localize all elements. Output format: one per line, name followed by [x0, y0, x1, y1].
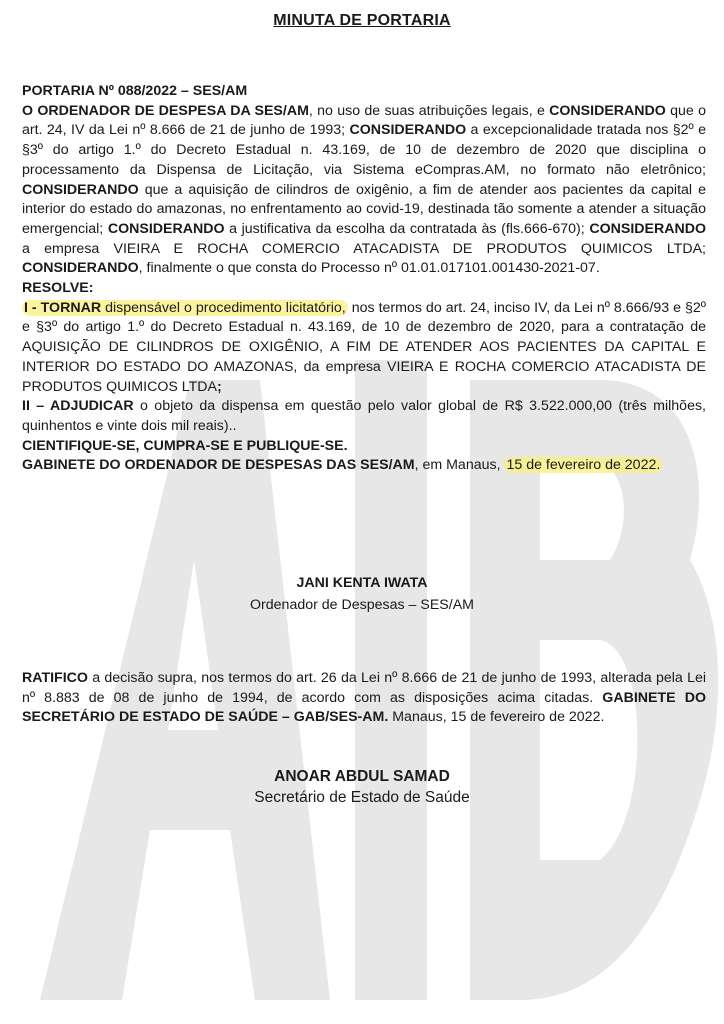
signatory-name: JANI KENTA IWATA — [296, 575, 428, 591]
item-one: I - TORNAR dispensável o procedimento licitatório, nos termos do art. 24, inciso IV, da Lei nº 8.666/93 e §2º e §3º do artigo 1.º do Decreto Estadual n. 43.169, de 10 de dezembro de 2020, para a contratação de AQUISIÇÃO DE CILINDROS DE OXIGÊNIO, A FIM DE ATENDER AOS PACIENTES DA CAPITAL E INTERIOR DO ESTADO DO AMAZONAS, da empresa VIEIRA E ROCHA COMERCIO ATACADISTA DE PRODUTOS QUIMICOS LTDA; — [22, 299, 706, 395]
document-title: MINUTA DE PORTARIA — [273, 12, 451, 29]
secretary-name: ANOAR ABDUL SAMAD — [274, 768, 450, 785]
cientifique-line: CIENTIFIQUE-SE, CUMPRA-SE E PUBLIQUE-SE. — [22, 437, 348, 454]
resolve-heading: RESOLVE: — [22, 280, 94, 297]
secretary-role: Secretário de Estado de Saúde — [254, 789, 470, 806]
signature-block-ordenador — [0, 572, 724, 616]
gabinete-line: GABINETE DO ORDENADOR DE DESPESAS DAS SES/AM, em Manaus, 15 de fevereiro de 2022. — [22, 457, 661, 474]
ratifico-paragraph: RATIFICO a decisão supra, nos termos do art. 26 da Lei nº 8.666 de 21 de junho de 1993, alterada pela Lei nº 8.883 de 08 de junho de 1994, de acordo com as disposições acima citadas. GABINETE DO SECRETÁRIO DE ESTADO DE SAÚDE – GAB/SES-AM. Manaus, 15 de fevereiro de 2022. — [22, 670, 706, 726]
considerations-paragraph: O ORDENADOR DE DESPESA DA SES/AM, no uso de suas atribuições legais, e CONSIDERANDO que o art. 24, IV da Lei nº 8.666 de 21 de junho de 1993; CONSIDERANDO a excepcionalidade tratada nos §2º e §3º do artigo 1.º do Decreto Estadual n. 43.169, de 10 de dezembro de 2020 que disciplina o processamento da Dispensa de Licitação, via Sistema eCompras.AM, no formato não eletrônico; CONSIDERANDO que a aquisição de cilindros de oxigênio, a fim de atender aos pacientes da capital e interior do estado do amazonas, no enfrentamento ao covid-19, destinada tão somente a atender a situação emergencial; CONSIDERANDO a justificativa da escolha da contratada às (fls.666-670); CONSIDERANDO a empresa VIEIRA E ROCHA COMERCIO ATACADISTA DE PRODUTOS QUIMICOS LTDA; CONSIDERANDO, finalmente o que consta do Processo nº 01.01.017101.001430-2021-07. — [22, 102, 706, 277]
portaria-body — [22, 82, 706, 476]
portaria-number: PORTARIA Nº 088/2022 – SES/AM — [22, 83, 248, 99]
signature-block-secretario — [0, 766, 724, 808]
item-two: II – ADJUDICAR o objeto da dispensa em questão pelo valor global de R$ 3.522.000,00 (três milhões, quinhentos e vinte dois mil reais).. — [22, 398, 706, 434]
signatory-role: Ordenador de Despesas – SES/AM — [250, 597, 474, 613]
date-highlight: 15 de fevereiro de 2022. — [506, 457, 661, 474]
highlight-mark: I - TORNAR dispensável o procedimento licitatório, — [24, 299, 346, 316]
